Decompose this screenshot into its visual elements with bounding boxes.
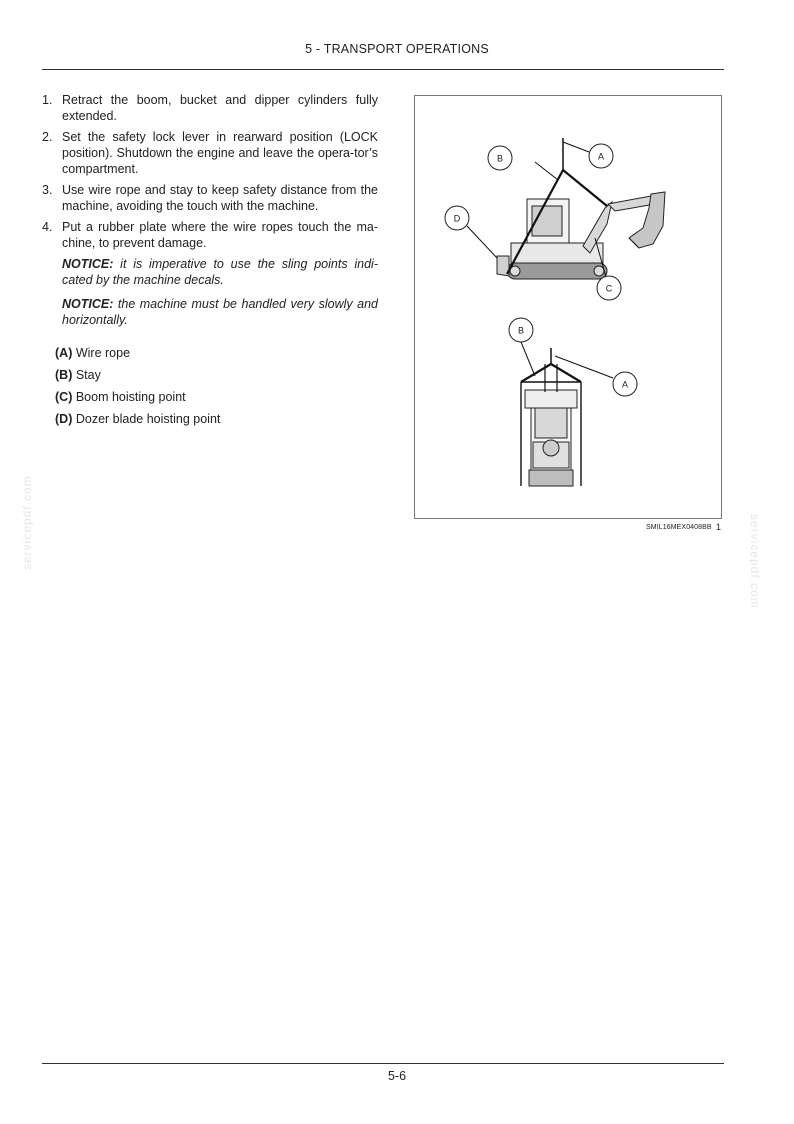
legend-label: Stay bbox=[75, 368, 101, 382]
step-3 bbox=[42, 182, 378, 214]
callout-b-label: B bbox=[496, 153, 504, 164]
page-header-title: 5 - TRANSPORT OPERATIONS bbox=[305, 42, 489, 56]
step-text: Put a rubber plate where the wire ropes touch the ma-chine, to prevent damage. bbox=[62, 220, 378, 250]
step-number: 2. bbox=[42, 130, 53, 144]
callout-c-label: C bbox=[605, 283, 613, 294]
legend-label: Wire rope bbox=[75, 346, 131, 360]
callout-a-label: A bbox=[597, 151, 605, 162]
callout-d-label: D bbox=[453, 213, 461, 224]
step-2 bbox=[42, 129, 378, 177]
figure-number: 1 bbox=[716, 522, 722, 532]
watermark-right: servicepdf.com bbox=[748, 514, 762, 609]
figure-reference-code: SMIL16MEX0408BB bbox=[646, 524, 712, 531]
legend-key: (A) bbox=[55, 346, 73, 360]
notice-label: NOTICE: bbox=[62, 257, 114, 271]
legend-label: Boom hoisting point bbox=[75, 390, 186, 404]
legend-item-c bbox=[55, 386, 220, 408]
step-text: Use wire rope and stay to keep safety distance from the machine, avoiding the touch with the machine. bbox=[62, 183, 378, 213]
step-number: 1. bbox=[42, 93, 53, 107]
watermark-left: servicepdf.com bbox=[20, 475, 34, 570]
hoisting-figure bbox=[414, 95, 722, 519]
legend-key: (B) bbox=[55, 368, 73, 382]
excavator-side-view bbox=[497, 192, 665, 279]
step-text: Set the safety lock lever in rearward position (LOCK position). Shutdown the engine and leave the opera-tor’s compartment. bbox=[62, 130, 378, 176]
callout-a-front-label: A bbox=[621, 379, 629, 390]
legend-key: (C) bbox=[55, 390, 73, 404]
step-text: Retract the boom, bucket and dipper cylinders fully extended. bbox=[62, 93, 378, 123]
header-rule bbox=[42, 69, 724, 70]
figure-legend bbox=[55, 342, 220, 430]
procedure-steps bbox=[42, 92, 378, 336]
excavator-front-view bbox=[525, 390, 577, 486]
callout-b-front-label: B bbox=[517, 325, 525, 336]
page-number: 5-6 bbox=[387, 1069, 407, 1083]
legend-item-d bbox=[55, 408, 220, 430]
notice-label: NOTICE: bbox=[62, 297, 114, 311]
step-number: 3. bbox=[42, 183, 53, 197]
notice-handling bbox=[62, 296, 378, 328]
legend-item-a bbox=[55, 342, 220, 364]
step-1 bbox=[42, 92, 378, 124]
legend-key: (D) bbox=[55, 412, 73, 426]
notice-text: it is imperative to use the sling points indi-cated by the machine decals. bbox=[62, 257, 378, 287]
notice-sling-points bbox=[62, 256, 378, 288]
hoisting-illustration bbox=[415, 96, 723, 520]
step-4 bbox=[42, 219, 378, 251]
legend-label: Dozer blade hoisting point bbox=[75, 412, 221, 426]
footer-rule bbox=[42, 1063, 724, 1064]
step-number: 4. bbox=[42, 220, 53, 234]
notice-text: the machine must be handled very slowly and horizontally. bbox=[62, 297, 378, 327]
legend-item-b bbox=[55, 364, 220, 386]
